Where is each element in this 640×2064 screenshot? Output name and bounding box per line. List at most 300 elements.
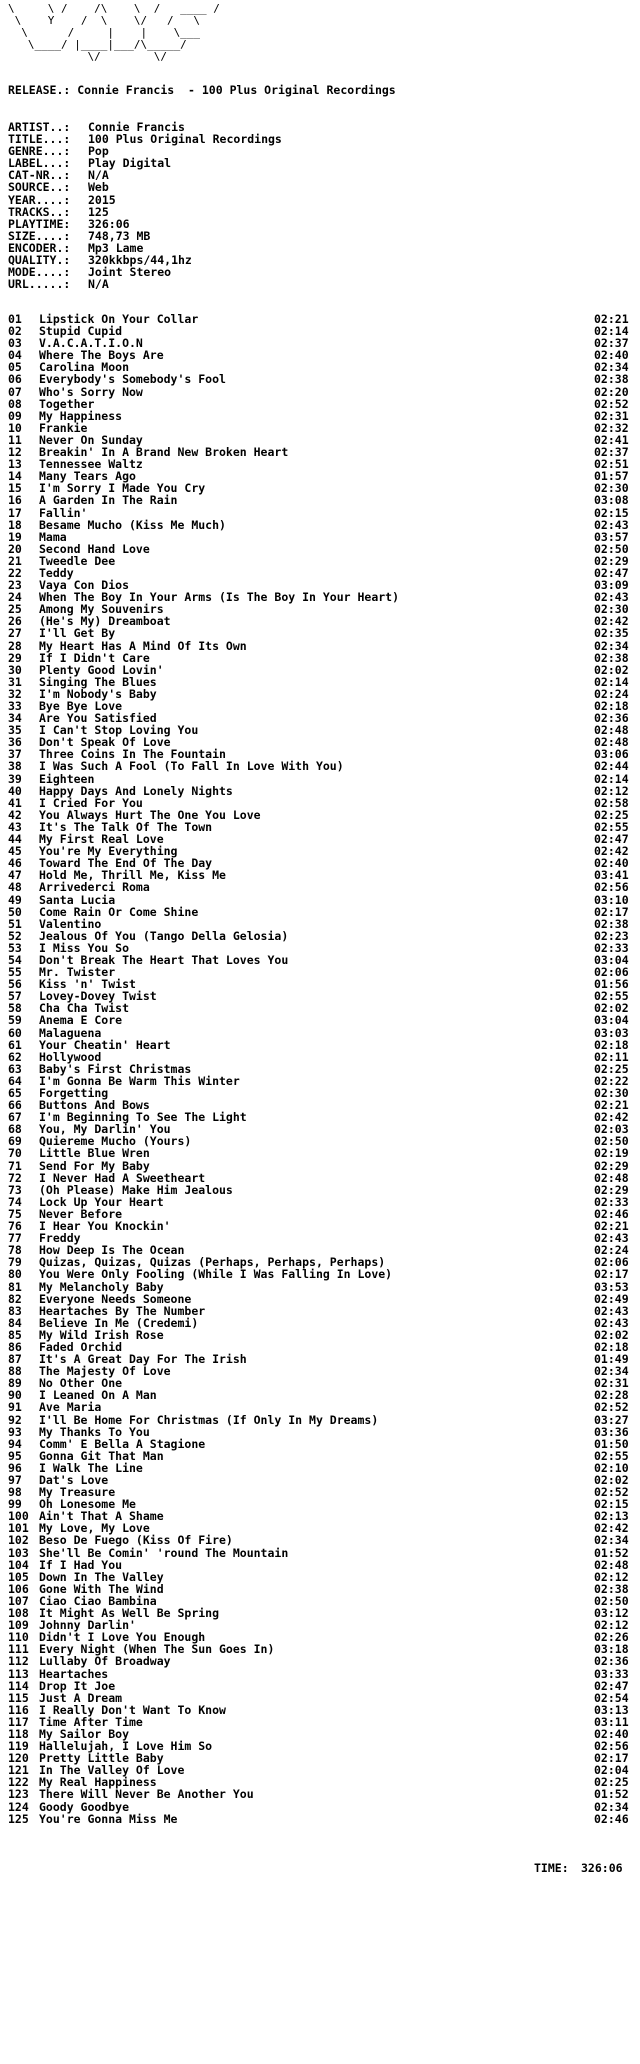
info-row — [8, 194, 282, 206]
track-title: Little Blue Wren — [39, 1146, 150, 1161]
track-time: 02:38 — [594, 916, 629, 931]
track-row — [8, 1027, 640, 1039]
track-num: 77 — [8, 1231, 22, 1246]
track-title: Johnny Darlin' — [39, 1618, 136, 1633]
track-num: 87 — [8, 1352, 22, 1367]
track-row — [8, 1268, 640, 1280]
track-time: 02:48 — [594, 1170, 629, 1185]
track-num: 57 — [8, 989, 22, 1004]
track-time: 03:04 — [594, 952, 629, 967]
track-title: Three Coins In The Fountain — [39, 747, 226, 762]
track-title: Many Tears Ago — [39, 469, 136, 484]
track-num: 100 — [8, 1509, 29, 1524]
release-label: RELEASE.: — [8, 83, 71, 97]
track-time: 02:12 — [594, 1618, 629, 1633]
track-time: 02:37 — [594, 445, 629, 460]
track-num: 112 — [8, 1654, 29, 1669]
track-time: 02:58 — [594, 795, 629, 810]
track-time: 02:36 — [594, 711, 629, 726]
track-time: 02:22 — [594, 1073, 629, 1088]
track-num: 10 — [8, 420, 22, 435]
track-title: My Love, My Love — [39, 1521, 150, 1536]
track-title: (He's My) Dreamboat — [39, 614, 171, 629]
track-num: 101 — [8, 1521, 29, 1536]
track-time: 02:50 — [594, 1134, 629, 1149]
track-time: 02:17 — [594, 1751, 629, 1766]
track-time: 02:12 — [594, 1569, 629, 1584]
track-num: 107 — [8, 1593, 29, 1608]
release-info — [8, 121, 282, 290]
track-time: 02:37 — [594, 336, 629, 351]
track-num: 15 — [8, 481, 22, 496]
track-time: 02:47 — [594, 565, 629, 580]
info-value: Pop — [88, 144, 109, 159]
track-row — [8, 507, 640, 519]
track-num: 49 — [8, 892, 22, 907]
track-title: A Garden In The Rain — [39, 493, 178, 508]
track-time: 03:57 — [594, 529, 629, 544]
track-title: Singing The Blues — [39, 674, 157, 689]
track-num: 32 — [8, 686, 22, 701]
track-time: 02:02 — [594, 1001, 629, 1016]
info-value: 100 Plus Original Recordings — [88, 132, 282, 147]
track-title: Ain't That A Shame — [39, 1509, 164, 1524]
track-time: 02:23 — [594, 928, 629, 943]
track-time: 02:43 — [594, 517, 629, 532]
track-num: 103 — [8, 1545, 29, 1560]
track-title: She'll Be Comin' 'round The Mountain — [39, 1545, 289, 1560]
track-row — [8, 1655, 640, 1667]
track-title: Send For My Baby — [39, 1158, 150, 1173]
track-row — [8, 785, 640, 797]
track-row — [8, 1039, 640, 1051]
track-title: Heartaches — [39, 1666, 109, 1681]
track-time: 03:12 — [594, 1606, 629, 1621]
track-row — [8, 1801, 640, 1813]
track-num: 54 — [8, 952, 22, 967]
track-num: 110 — [8, 1630, 29, 1645]
track-time: 02:29 — [594, 1182, 629, 1197]
info-value: 125 — [88, 204, 109, 219]
track-title: Lullaby Of Broadway — [39, 1654, 171, 1669]
info-key: TRACKS..: — [8, 204, 71, 219]
info-value: Connie Francis — [88, 120, 185, 134]
track-num: 14 — [8, 469, 22, 484]
track-title: You, My Darlin' You — [39, 1122, 171, 1137]
track-title: I Really Don't Want To Know — [39, 1702, 226, 1717]
track-time: 02:41 — [594, 432, 629, 447]
track-time: 02:52 — [594, 1485, 629, 1500]
track-title: It's The Talk Of The Town — [39, 819, 213, 834]
track-time: 02:02 — [594, 662, 629, 677]
total-time-value: 326:06 — [581, 1861, 623, 1875]
track-title: Dat's Love — [39, 1473, 109, 1487]
track-time: 02:25 — [594, 1061, 629, 1076]
track-title: When The Boy In Your Arms (Is The Boy In Your Heart) — [39, 590, 400, 605]
track-title: Malaguena — [39, 1025, 102, 1040]
track-title: Freddy — [39, 1231, 81, 1246]
info-key: ARTIST..: — [8, 120, 71, 134]
track-num: 33 — [8, 699, 22, 713]
track-row — [8, 519, 640, 531]
track-time: 03:36 — [594, 1424, 629, 1439]
track-time: 02:03 — [594, 1122, 629, 1137]
track-row — [8, 918, 640, 930]
track-time: 03:53 — [594, 1279, 629, 1294]
track-num: 98 — [8, 1485, 22, 1500]
info-key: SIZE....: — [8, 228, 71, 243]
track-row — [8, 640, 640, 652]
track-title: Lovey-Dovey Twist — [39, 989, 157, 1004]
track-title: Goody Goodbye — [39, 1799, 130, 1814]
track-num: 03 — [8, 336, 22, 351]
track-row — [8, 1668, 640, 1680]
track-num: 59 — [8, 1013, 22, 1028]
track-time: 02:02 — [594, 1473, 629, 1487]
track-row — [8, 1414, 640, 1426]
info-value: N/A — [88, 168, 109, 183]
track-num: 104 — [8, 1557, 29, 1572]
info-value: Web — [88, 180, 109, 195]
track-row — [8, 1426, 640, 1438]
info-key: LABEL...: — [8, 156, 71, 171]
track-num: 82 — [8, 1291, 22, 1306]
track-num: 43 — [8, 819, 22, 834]
track-title: I Can't Stop Loving You — [39, 723, 199, 738]
track-time: 03:03 — [594, 1025, 629, 1040]
track-title: Lock Up Your Heart — [39, 1194, 164, 1209]
track-time: 02:56 — [594, 880, 629, 895]
track-time: 02:43 — [594, 590, 629, 605]
track-time: 02:42 — [594, 844, 629, 859]
track-title: Kiss 'n' Twist — [39, 977, 136, 992]
total-time — [534, 1862, 623, 1874]
info-key: MODE....: — [8, 265, 71, 280]
track-num: 05 — [8, 360, 22, 375]
track-row — [8, 1051, 640, 1063]
release-value: Connie Francis - 100 Plus Original Recordings — [77, 83, 396, 97]
track-row — [8, 555, 640, 567]
track-num: 18 — [8, 517, 22, 532]
track-num: 31 — [8, 674, 22, 689]
track-num: 06 — [8, 372, 22, 387]
track-row — [8, 410, 640, 422]
track-num: 79 — [8, 1255, 22, 1270]
track-time: 02:40 — [594, 1726, 629, 1741]
track-num: 30 — [8, 662, 22, 677]
track-time: 02:14 — [594, 324, 629, 339]
track-row — [8, 894, 640, 906]
track-num: 84 — [8, 1315, 22, 1330]
track-num: 63 — [8, 1061, 22, 1076]
track-title: I'm Nobody's Baby — [39, 686, 157, 701]
track-num: 120 — [8, 1751, 29, 1766]
track-row — [8, 906, 640, 918]
track-time: 02:34 — [594, 1533, 629, 1548]
track-title: Among My Souvenirs — [39, 602, 164, 617]
track-time: 02:17 — [594, 904, 629, 919]
track-num: 65 — [8, 1086, 22, 1100]
track-time: 03:27 — [594, 1412, 629, 1427]
track-title: Hallelujah, I Love Him So — [39, 1739, 213, 1754]
track-time: 02:38 — [594, 372, 629, 387]
track-num: 50 — [8, 904, 22, 919]
release-line — [8, 84, 396, 96]
track-num: 17 — [8, 505, 22, 520]
track-time: 02:50 — [594, 541, 629, 556]
track-row — [8, 652, 640, 664]
track-title: Didn't I Love You Enough — [39, 1630, 206, 1645]
track-title: Stupid Cupid — [39, 324, 123, 339]
track-time: 03:18 — [594, 1642, 629, 1657]
track-num: 95 — [8, 1448, 22, 1463]
track-row — [8, 1160, 640, 1172]
track-num: 114 — [8, 1678, 29, 1693]
info-value: 326:06 — [88, 216, 130, 231]
track-num: 71 — [8, 1158, 22, 1173]
track-time: 02:33 — [594, 1194, 629, 1209]
track-num: 67 — [8, 1110, 22, 1125]
track-num: 22 — [8, 565, 22, 580]
track-time: 02:54 — [594, 1690, 629, 1705]
track-title: Carolina Moon — [39, 360, 130, 375]
track-num: 45 — [8, 844, 22, 859]
track-title: You're My Everything — [39, 844, 178, 859]
track-time: 03:10 — [594, 892, 629, 907]
track-num: 64 — [8, 1073, 22, 1088]
track-title: Don't Break The Heart That Loves You — [39, 952, 289, 967]
track-num: 109 — [8, 1618, 29, 1633]
track-num: 39 — [8, 771, 22, 786]
track-row — [8, 1813, 640, 1825]
track-time: 02:55 — [594, 989, 629, 1004]
track-title: The Majesty Of Love — [39, 1364, 171, 1379]
track-num: 02 — [8, 324, 22, 339]
track-time: 02:34 — [594, 1799, 629, 1814]
track-num: 44 — [8, 832, 22, 847]
track-title: Never Before — [39, 1206, 123, 1221]
track-title: Fallin' — [39, 505, 88, 520]
track-title: Ciao Ciao Bambina — [39, 1593, 157, 1608]
track-time: 02:28 — [594, 1388, 629, 1403]
track-title: My Melancholy Baby — [39, 1279, 164, 1294]
track-num: 41 — [8, 795, 22, 810]
track-num: 34 — [8, 711, 22, 726]
track-num: 81 — [8, 1279, 22, 1294]
track-time: 02:33 — [594, 940, 629, 955]
track-row — [8, 1534, 640, 1546]
track-num: 94 — [8, 1436, 22, 1451]
track-row — [8, 1147, 640, 1159]
track-time: 03:06 — [594, 747, 629, 762]
track-row — [8, 1281, 640, 1293]
track-time: 02:55 — [594, 1448, 629, 1463]
track-time: 02:24 — [594, 686, 629, 701]
total-time-label: TIME: — [534, 1861, 569, 1875]
track-row — [8, 1692, 640, 1704]
track-title: Second Hand Love — [39, 541, 150, 556]
track-num: 102 — [8, 1533, 29, 1548]
track-num: 92 — [8, 1412, 22, 1427]
track-title: Down In The Valley — [39, 1569, 164, 1584]
track-time: 02:29 — [594, 1158, 629, 1173]
track-title: (Oh Please) Make Him Jealous — [39, 1182, 233, 1197]
track-row — [8, 664, 640, 676]
track-time: 02:30 — [594, 1086, 629, 1100]
track-num: 121 — [8, 1763, 29, 1778]
track-row — [8, 531, 640, 543]
track-num: 117 — [8, 1714, 29, 1729]
track-title: It Might As Well Be Spring — [39, 1606, 220, 1621]
track-time: 03:13 — [594, 1702, 629, 1717]
track-time: 02:35 — [594, 626, 629, 641]
track-num: 75 — [8, 1206, 22, 1221]
info-key: TITLE...: — [8, 132, 71, 147]
track-num: 19 — [8, 529, 22, 544]
track-title: You Were Only Fooling (While I Was Falling In Love) — [39, 1267, 393, 1282]
track-title: I'll Get By — [39, 626, 116, 641]
track-num: 116 — [8, 1702, 29, 1717]
track-time: 02:36 — [594, 1654, 629, 1669]
track-num: 60 — [8, 1025, 22, 1040]
track-time: 02:42 — [594, 1110, 629, 1125]
track-title: Forgetting — [39, 1086, 109, 1100]
track-time: 02:51 — [594, 457, 629, 472]
track-num: 40 — [8, 783, 22, 798]
track-title: Santa Lucia — [39, 892, 116, 907]
ascii-logo: \ \ / /\ \ / ____ / \ Y / \ \/ / \ \ / | | \___ \____/ |____|___/\_____/ \/ \/ — [8, 2, 220, 64]
track-time: 01:56 — [594, 977, 629, 992]
track-row — [8, 398, 640, 410]
track-time: 02:38 — [594, 1581, 629, 1596]
track-time: 02:11 — [594, 1049, 629, 1064]
track-time: 02:21 — [594, 312, 629, 326]
track-time: 03:08 — [594, 493, 629, 508]
track-title: Just A Dream — [39, 1690, 123, 1705]
track-num: 38 — [8, 759, 22, 774]
track-title: Your Cheatin' Heart — [39, 1037, 171, 1052]
info-key: QUALITY.: — [8, 253, 71, 268]
track-title: Eighteen — [39, 771, 95, 786]
track-num: 93 — [8, 1424, 22, 1439]
track-num: 48 — [8, 880, 22, 895]
track-num: 85 — [8, 1327, 22, 1342]
track-num: 21 — [8, 553, 22, 568]
track-title: My First Real Love — [39, 832, 164, 847]
track-title: Comm' E Bella A Stagione — [39, 1436, 206, 1451]
track-num: 105 — [8, 1569, 29, 1584]
track-title: Gone With The Wind — [39, 1581, 164, 1596]
track-time: 02:56 — [594, 1739, 629, 1754]
track-title: Valentino — [39, 916, 102, 931]
track-row — [8, 1547, 640, 1559]
track-title: Happy Days And Lonely Nights — [39, 783, 233, 798]
track-time: 02:19 — [594, 1146, 629, 1161]
track-row — [8, 1401, 640, 1413]
track-num: 37 — [8, 747, 22, 762]
track-title: Hollywood — [39, 1049, 102, 1064]
track-time: 02:43 — [594, 1303, 629, 1318]
track-title: Believe In Me (Credemi) — [39, 1315, 199, 1330]
track-num: 61 — [8, 1037, 22, 1052]
track-time: 02:47 — [594, 832, 629, 847]
info-key: ENCODER.: — [8, 240, 71, 255]
track-time: 03:09 — [594, 578, 629, 593]
info-key: CAT-NR..: — [8, 168, 71, 183]
track-row — [8, 1014, 640, 1026]
track-title: No Other One — [39, 1376, 123, 1391]
track-time: 02:52 — [594, 1400, 629, 1415]
track-num: 51 — [8, 916, 22, 931]
track-num: 24 — [8, 590, 22, 605]
track-num: 72 — [8, 1170, 22, 1185]
track-time: 02:43 — [594, 1231, 629, 1246]
track-time: 02:06 — [594, 965, 629, 980]
track-row — [8, 1438, 640, 1450]
track-row — [8, 386, 640, 398]
track-title: I Never Had A Sweetheart — [39, 1170, 206, 1185]
track-title: I Leaned On A Man — [39, 1388, 157, 1403]
track-num: 66 — [8, 1098, 22, 1113]
track-title: Tennessee Waltz — [39, 457, 143, 472]
track-title: It's A Great Day For The Irish — [39, 1352, 247, 1367]
track-num: 55 — [8, 965, 22, 980]
track-num: 125 — [8, 1811, 29, 1826]
track-time: 02:18 — [594, 1037, 629, 1052]
track-row — [8, 1293, 640, 1305]
track-time: 02:15 — [594, 505, 629, 520]
track-num: 68 — [8, 1122, 22, 1137]
track-title: Cha Cha Twist — [39, 1001, 130, 1016]
track-time: 02:30 — [594, 602, 629, 617]
track-time: 02:12 — [594, 783, 629, 798]
track-num: 01 — [8, 312, 22, 326]
track-time: 02:55 — [594, 819, 629, 834]
track-title: Toward The End Of The Day — [39, 856, 213, 871]
track-title: If I Didn't Care — [39, 650, 150, 665]
track-row — [8, 1172, 640, 1184]
track-time: 02:20 — [594, 384, 629, 399]
tracklist — [8, 313, 640, 1825]
track-time: 02:49 — [594, 1291, 629, 1306]
track-title: Don't Speak Of Love — [39, 735, 171, 750]
track-title: Mr. Twister — [39, 965, 116, 980]
track-time: 02:48 — [594, 723, 629, 738]
track-time: 02:25 — [594, 1775, 629, 1790]
track-title: Everybody's Somebody's Fool — [39, 372, 226, 387]
track-num: 12 — [8, 445, 22, 460]
track-time: 02:29 — [594, 553, 629, 568]
track-time: 03:11 — [594, 1714, 629, 1729]
track-num: 70 — [8, 1146, 22, 1161]
track-num: 42 — [8, 807, 22, 822]
track-time: 02:30 — [594, 481, 629, 496]
track-num: 11 — [8, 432, 22, 447]
track-num: 90 — [8, 1388, 22, 1403]
info-key: PLAYTIME: — [8, 216, 71, 231]
track-title: My Happiness — [39, 408, 123, 423]
track-title: Anema E Core — [39, 1013, 123, 1028]
info-value: 2015 — [88, 192, 116, 207]
track-title: Ave Maria — [39, 1400, 102, 1415]
track-title: I'm Beginning To See The Light — [39, 1110, 247, 1125]
track-time: 02:15 — [594, 1497, 629, 1512]
track-time: 01:49 — [594, 1352, 629, 1367]
track-title: Vaya Con Dios — [39, 578, 130, 593]
track-time: 02:21 — [594, 1219, 629, 1234]
track-title: Baby's First Christmas — [39, 1061, 192, 1076]
track-row — [8, 1559, 640, 1571]
